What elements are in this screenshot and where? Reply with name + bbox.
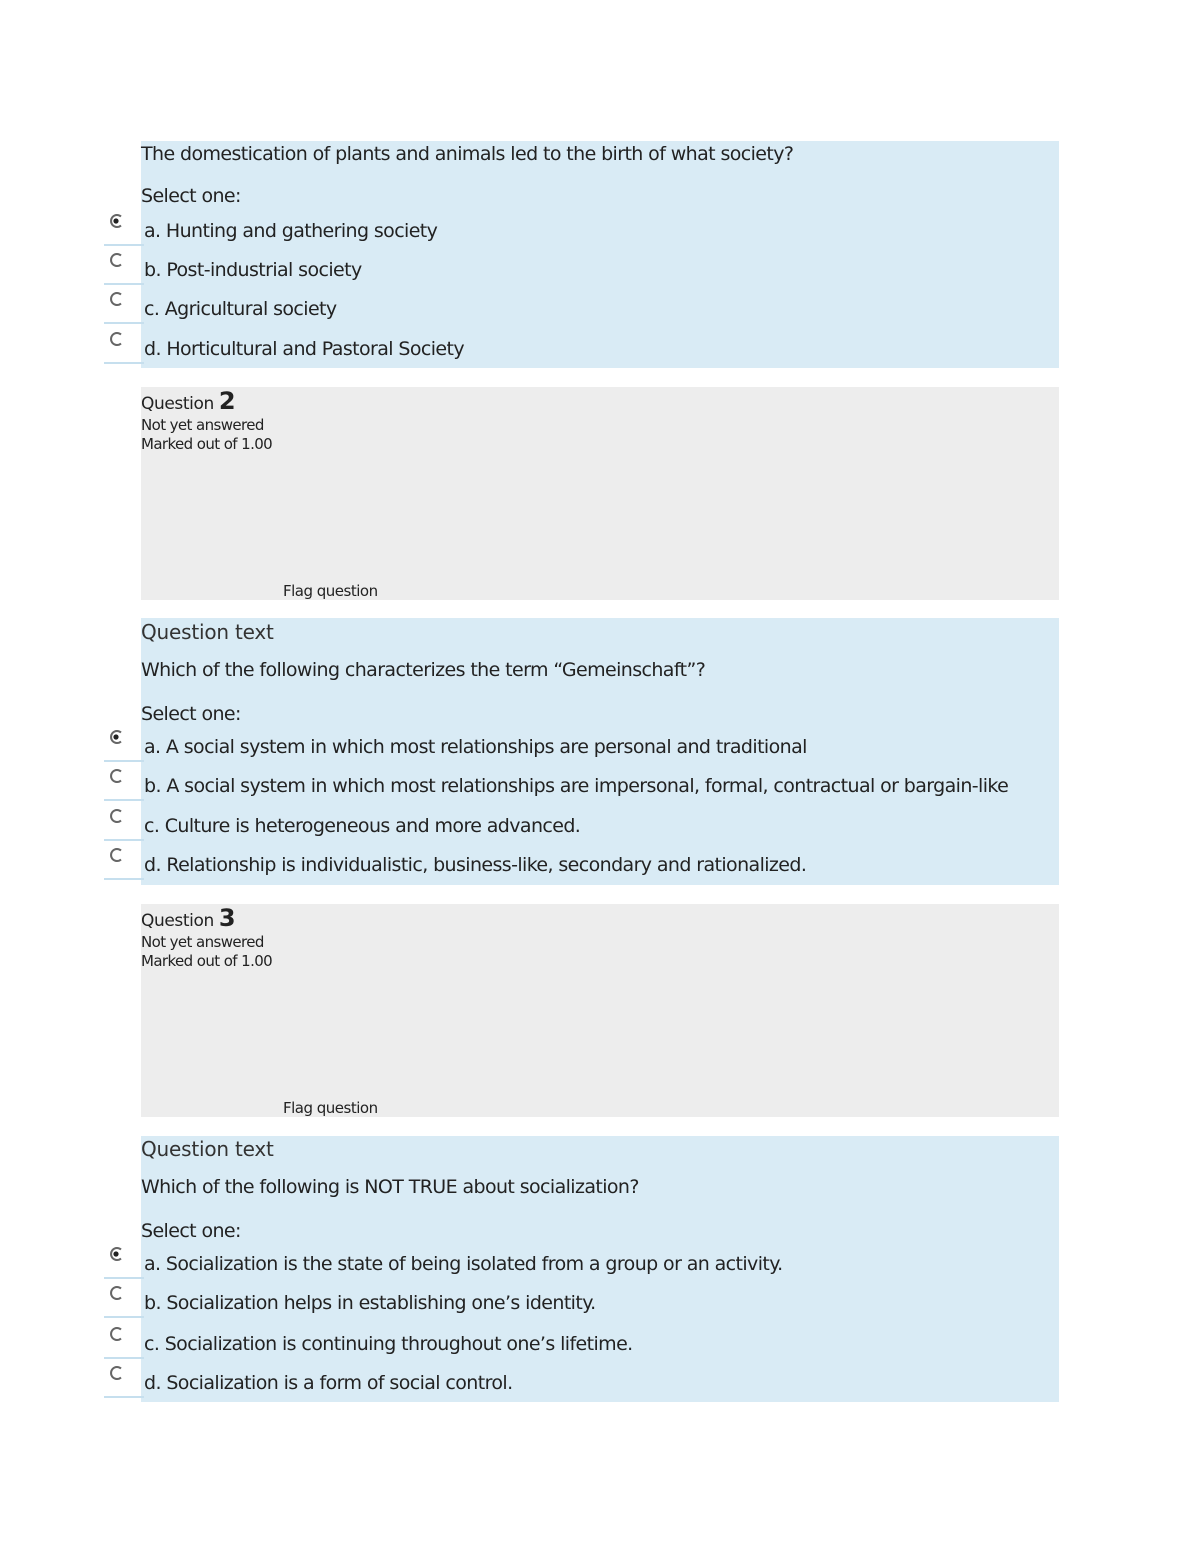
- question-number: [141, 389, 281, 416]
- radio-unselected-icon[interactable]: [108, 1326, 124, 1342]
- radio-unselected-icon[interactable]: [108, 847, 124, 863]
- answer-option[interactable]: [104, 1323, 824, 1359]
- question-2-text: Which of the following characterizes the term “Gemeinschaft”?: [141, 659, 706, 681]
- radio-unselected-icon[interactable]: [108, 1285, 124, 1301]
- question-number-value: 2: [218, 387, 236, 415]
- option-label: b. Socialization helps in establishing one’s identity.: [144, 1292, 596, 1314]
- question-status: Not yet answered: [141, 416, 264, 434]
- radio-selected-icon[interactable]: [108, 1246, 124, 1262]
- question-marks: Marked out of 1.00: [141, 435, 273, 453]
- option-label: c. Agricultural society: [144, 298, 337, 320]
- option-divider: [104, 1277, 144, 1279]
- answer-option[interactable]: [104, 726, 824, 762]
- option-divider: [104, 799, 144, 801]
- answer-option[interactable]: [104, 328, 824, 364]
- question-text-heading: Question text: [141, 620, 274, 644]
- option-label: c. Culture is heterogeneous and more advanced.: [144, 815, 581, 837]
- option-divider: [104, 878, 144, 880]
- option-label: b. Post-industrial society: [144, 259, 362, 281]
- flag-question-link[interactable]: Flag question: [283, 1099, 378, 1117]
- option-label: b. A social system in which most relationships are impersonal, formal, contractual or bargain-like: [144, 775, 1009, 797]
- option-divider: [104, 283, 144, 285]
- question-2-info-panel: [141, 389, 281, 454]
- question-number-value: 3: [218, 904, 236, 932]
- option-label: a. A social system in which most relationships are personal and traditional: [144, 736, 807, 758]
- option-divider: [104, 362, 144, 364]
- option-divider: [104, 1396, 144, 1398]
- radio-selected-icon[interactable]: [108, 729, 124, 745]
- answer-option[interactable]: [104, 1282, 824, 1318]
- answer-option[interactable]: [104, 249, 824, 285]
- answer-option[interactable]: [104, 210, 824, 246]
- answer-option[interactable]: [104, 288, 824, 324]
- radio-unselected-icon[interactable]: [108, 808, 124, 824]
- option-divider: [104, 244, 144, 246]
- option-label: a. Hunting and gathering society: [144, 220, 438, 242]
- select-one-label: Select one:: [141, 703, 241, 725]
- answer-option[interactable]: [104, 1243, 824, 1279]
- question-status: Not yet answered: [141, 933, 264, 951]
- question-label: Question: [141, 911, 214, 931]
- radio-unselected-icon[interactable]: [108, 1365, 124, 1381]
- radio-unselected-icon[interactable]: [108, 331, 124, 347]
- question-marks: Marked out of 1.00: [141, 952, 273, 970]
- option-divider: [104, 760, 144, 762]
- option-label: d. Horticultural and Pastoral Society: [144, 338, 464, 360]
- radio-unselected-icon[interactable]: [108, 252, 124, 268]
- option-divider: [104, 839, 144, 841]
- answer-option[interactable]: [104, 844, 824, 880]
- option-divider: [104, 322, 144, 324]
- answer-option[interactable]: [104, 1362, 824, 1398]
- question-text-heading: Question text: [141, 1137, 274, 1161]
- question-label: Question: [141, 394, 214, 414]
- radio-selected-icon[interactable]: [108, 213, 124, 229]
- option-divider: [104, 1316, 144, 1318]
- question-number: [141, 906, 281, 933]
- select-one-label: Select one:: [141, 185, 241, 207]
- option-divider: [104, 1357, 144, 1359]
- option-label: a. Socialization is the state of being isolated from a group or an activity.: [144, 1253, 783, 1275]
- radio-unselected-icon[interactable]: [108, 768, 124, 784]
- answer-option[interactable]: [104, 805, 824, 841]
- option-label: c. Socialization is continuing throughout one’s lifetime.: [144, 1333, 633, 1355]
- flag-question-link[interactable]: Flag question: [283, 582, 378, 600]
- option-label: d. Socialization is a form of social control.: [144, 1372, 513, 1394]
- question-3-info-panel: [141, 906, 281, 971]
- question-3-text: Which of the following is NOT TRUE about socialization?: [141, 1176, 639, 1198]
- answer-option[interactable]: [104, 765, 1044, 801]
- option-label: d. Relationship is individualistic, business-like, secondary and rationalized.: [144, 854, 807, 876]
- question-1-text: The domestication of plants and animals led to the birth of what society?: [141, 143, 794, 165]
- select-one-label: Select one:: [141, 1220, 241, 1242]
- radio-unselected-icon[interactable]: [108, 291, 124, 307]
